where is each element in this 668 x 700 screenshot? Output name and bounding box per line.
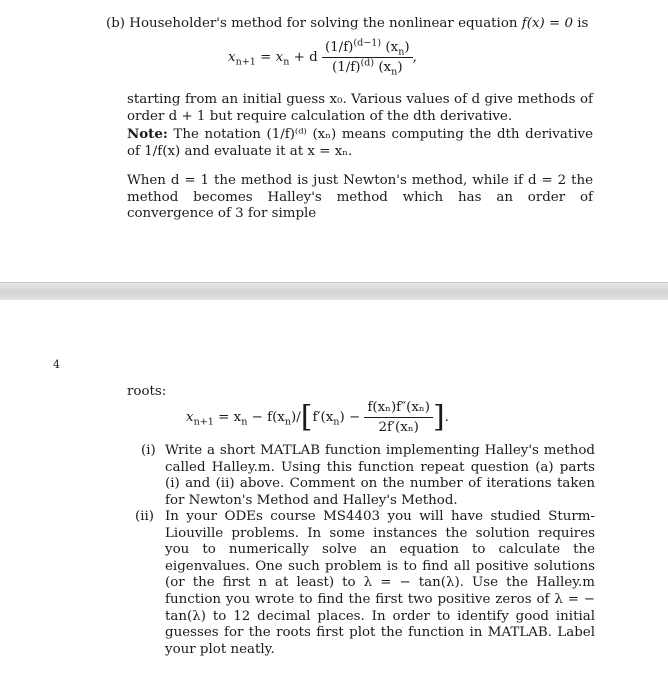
halley-frac-num: f(xₙ)f″(xₙ): [364, 400, 433, 418]
formula-eq: =: [255, 50, 276, 65]
item-ii: [133, 509, 595, 658]
num-arg: (x: [381, 40, 399, 55]
householder-formula: [228, 37, 417, 78]
part-b-note: [127, 126, 593, 160]
halley-mid3: )/: [291, 410, 301, 425]
den-arg: (x: [374, 60, 392, 75]
halley-mid-sub: n: [241, 416, 248, 428]
halley-trail: .: [444, 410, 449, 425]
page-number: 4: [53, 358, 60, 371]
part-b-intro: [106, 16, 606, 33]
formula-trail: ,: [412, 50, 417, 65]
halley-fprime: f′(x: [312, 410, 334, 425]
intro-text: (b) Householder's method for solving the nonlinear equation: [106, 16, 522, 31]
halley-fraction: [364, 400, 433, 435]
halley-mid2: − f(x: [247, 410, 285, 425]
item-i: [133, 443, 595, 509]
right-bracket: ]: [432, 399, 445, 435]
den-sup: (d): [360, 57, 375, 69]
formula-numerator: [322, 37, 413, 58]
item-i-label: (i): [141, 443, 156, 458]
page-bottom: [0, 300, 668, 700]
halley-mid2-sub: n: [284, 416, 292, 428]
page-top: [0, 0, 668, 282]
formula-xn-sub: n: [283, 56, 290, 68]
intro-suffix: is: [573, 16, 589, 31]
halley-lhs-sub: n+1: [193, 416, 214, 428]
den-close: ): [397, 60, 403, 75]
halley-lhs: x: [186, 410, 194, 425]
page-separator: [0, 282, 668, 302]
num-sup: (d−1): [353, 37, 382, 49]
formula-fraction: [322, 37, 413, 78]
intro-equation: f(x) = 0: [521, 16, 574, 31]
num-close: ): [404, 40, 410, 55]
formula-denominator: [322, 57, 413, 78]
note-label: Note:: [127, 126, 168, 142]
item-ii-label: (ii): [135, 509, 155, 524]
halley-frac-den: 2f′(xₙ): [378, 420, 419, 435]
num-arg-sub: n: [398, 46, 405, 58]
halley-fprime-sub: n: [333, 416, 340, 428]
halley-formula: [186, 400, 449, 435]
formula-lhs-sub: n+1: [235, 56, 256, 68]
part-b-para1: starting from an initial guess x₀. Various values of d give methods of order d + 1 but require calculation of the dth derivative.: [127, 92, 593, 124]
item-ii-text: In your ODEs course MS4403 you will have studied Sturm-Liouville problems. In some instances the solution requires you to numerically solve an equation to calculate the eigenvalues. One such problem is to find all positive solutions (or the first n at least) to λ = − tan(λ). Use the Halley.m function you wrote to find the first two positive zeros of λ = − tan(λ) to 12 decimal places. In order to identify good initial guesses for the roots first plot the function in MATLAB. Label your plot neatly.: [165, 509, 595, 657]
roots-label: roots:: [127, 384, 167, 399]
num-base: (1/f): [324, 40, 354, 55]
den-arg-sub: n: [391, 66, 398, 78]
formula-plus-d: + d: [289, 50, 322, 65]
halley-fprime-close: ) −: [339, 410, 365, 425]
left-bracket: [: [300, 399, 313, 435]
part-b-para2-top: When d = 1 the method is just Newton's method, while if d = 2 the method becomes Halley's method which has an order of convergence of 3 for simple: [127, 173, 593, 222]
note-text: The notation (1/f)⁽ᵈ⁾ (xₙ) means computing the dth derivative of 1/f(x) and evaluate it at x = xₙ.: [127, 127, 593, 159]
item-i-text: Write a short MATLAB function implementing Halley's method called Halley.m. Using this function repeat question (a) parts (i) and (ii) above. Comment on the number of iterations taken for Newton's Method and Halley's Method.: [165, 443, 595, 508]
formula-xn: x: [275, 50, 284, 65]
formula-lhs: x: [228, 50, 236, 65]
halley-mid: = x: [213, 410, 242, 425]
den-base: (1/f): [332, 60, 361, 75]
